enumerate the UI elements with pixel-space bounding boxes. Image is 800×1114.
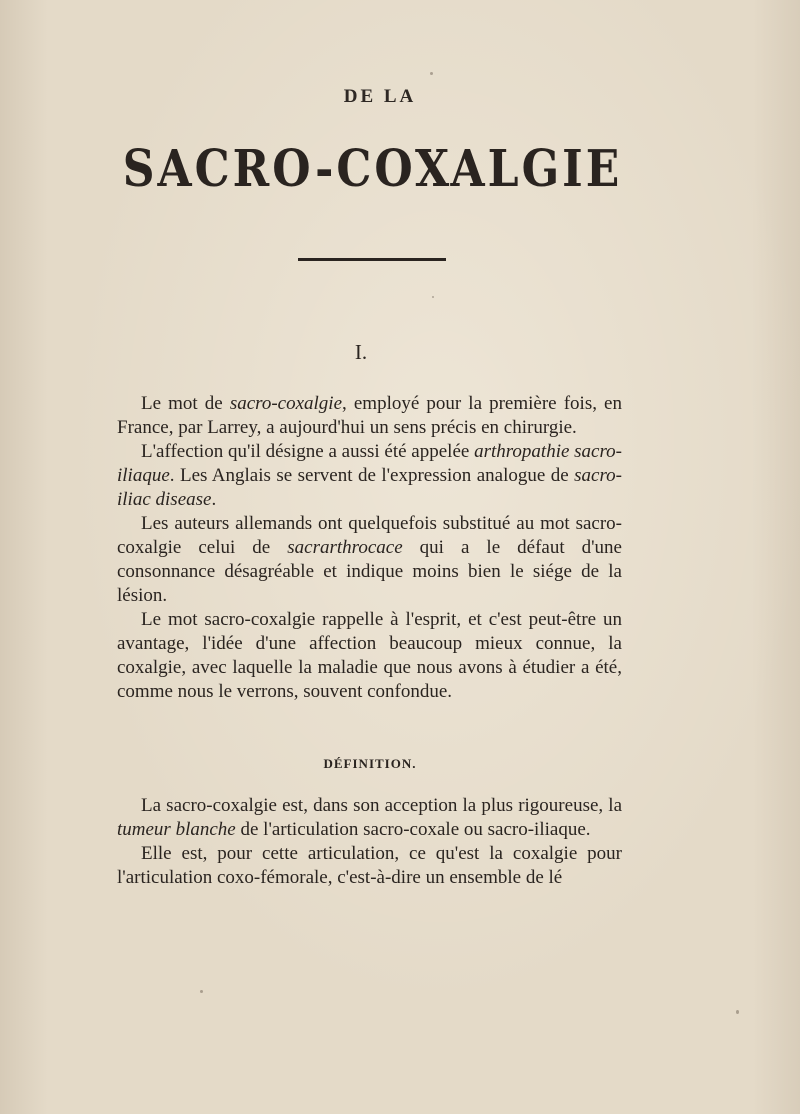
text-run: , employé pour la première fois, en France, par Larrey, a aujourd'hui un sens précis en chirurgie.	[117, 393, 622, 438]
italic-term: sacro-coxalgie	[229, 393, 343, 414]
paragraph-1	[117, 392, 622, 440]
title-rule	[298, 258, 446, 261]
paper-speck	[432, 296, 434, 298]
paragraph-3	[117, 512, 622, 608]
text-run: .	[211, 489, 217, 510]
text-run: La sacro-coxalgie est, dans son acception la plus rigoureuse, la	[141, 795, 622, 816]
page-title: SACRO-COXALGIE	[122, 140, 623, 199]
text-run: Les auteurs allemands ont quelquefois substitué au mot sacro-coxalgie celui de	[117, 513, 622, 558]
paper-speck	[200, 990, 203, 993]
paper-speck	[736, 1010, 739, 1014]
definition-heading: DÉFINITION.	[323, 756, 417, 771]
text-run: Le mot sacro-coxalgie rappelle à l'esprit, et c'est peut-être un avantage, l'idée d'une affection beaucoup mieux connue, la coxalgie, avec laquelle la maladie que nous avons à étudier a été, comme nous le verrons, souvent confondue.	[117, 609, 622, 702]
paragraph-2	[117, 440, 622, 512]
paper-speck	[430, 72, 433, 75]
intro-paragraphs	[117, 392, 622, 704]
italic-term: arthropathie sacro-iliaque	[117, 441, 623, 486]
definition-paragraph-2	[117, 842, 622, 890]
text-run: Le mot de	[141, 393, 230, 414]
italic-term: sacro-iliac disease	[117, 465, 622, 510]
heading-de-la: DE LA	[343, 86, 417, 107]
definition-paragraph-1	[117, 794, 622, 842]
definition-paragraphs	[117, 794, 622, 890]
text-run: de l'articulation sacro-coxale ou sacro-iliaque.	[235, 819, 591, 840]
italic-term: tumeur blanche	[117, 819, 236, 840]
text-run: Elle est, pour cette articulation, ce qu'est la coxalgie pour l'articulation coxo-fémorale, c'est-à-dire un ensemble de lé	[117, 843, 622, 888]
text-run: L'affection qu'il désigne a aussi été appelée	[141, 441, 475, 462]
italic-term: sacrarthrocace	[287, 537, 403, 558]
paper-speck	[302, 612, 305, 615]
section-number: I.	[354, 340, 368, 364]
text-run: . Les Anglais se servent de l'expression analogue de	[169, 465, 575, 486]
text-run: qui a le défaut d'une consonnance désagréable et indique moins bien le siége de la lésion.	[117, 537, 622, 606]
paragraph-4	[117, 608, 622, 704]
